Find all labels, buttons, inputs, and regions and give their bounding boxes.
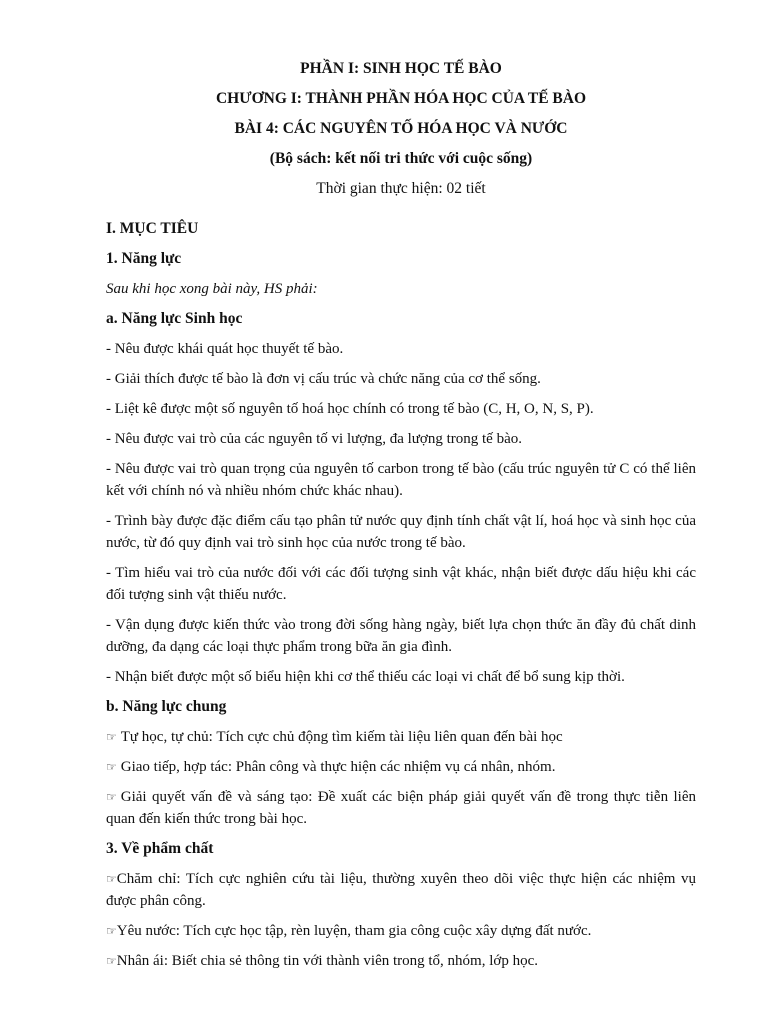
chapter-title: CHƯƠNG I: THÀNH PHẦN HÓA HỌC CỦA TẾ BÀO — [215, 90, 587, 107]
objective-item: - Nêu được vai trò quan trọng của nguyên tố carbon trong tế bào (cấu trúc nguyên tử C có thể liên kết với chính nó và nhiều nhóm chức khác nhau). — [106, 461, 696, 499]
general-competence-item — [106, 722, 696, 752]
pointing-hand-icon: ☞ — [106, 730, 117, 744]
quality-item — [106, 916, 696, 946]
subheading-biology-competence: a. Năng lực Sinh học — [106, 310, 243, 327]
quality-text: Yêu nước: Tích cực học tập, rèn luyện, tham gia công cuộc xây dựng đất nước. — [116, 923, 592, 939]
quality-text: Nhân ái: Biết chia sẻ thông tin với thành viên trong tổ, nhóm, lớp học. — [116, 953, 538, 969]
duration-text: Thời gian thực hiện: 02 tiết — [316, 180, 486, 197]
objective-item: - Vận dụng được kiến thức vào trong đời sống hàng ngày, biết lựa chọn thức ăn đầy đủ chất dinh dưỡng, đa dạng các loại thực phẩm trong bữa ăn gia đình. — [106, 617, 696, 655]
objective-item: - Giải thích được tế bào là đơn vị cấu trúc và chức năng của cơ thể sống. — [106, 371, 541, 387]
quality-text: Chăm chỉ: Tích cực nghiên cứu tài liệu, thường xuyên theo dõi việc thực hiện các nhiệm vụ được phân công. — [106, 871, 696, 909]
objective-item: - Nêu được vai trò của các nguyên tố vi lượng, đa lượng trong tế bào. — [106, 431, 522, 447]
part-title: PHẦN I: SINH HỌC TẾ BÀO — [300, 60, 502, 77]
intro-text: Sau khi học xong bài này, HS phải: — [106, 281, 318, 297]
objective-item: - Trình bày được đặc điểm cấu tạo phân tử nước quy định tính chất vật lí, hoá học và sinh học của nước, từ đó quy định vai trò sinh học của nước trong tế bào. — [106, 513, 696, 551]
objective-item: - Nêu được khái quát học thuyết tế bào. — [106, 341, 344, 357]
pointing-hand-icon: ☞ — [106, 924, 117, 938]
lesson-title: BÀI 4: CÁC NGUYÊN TỐ HÓA HỌC VÀ NƯỚC — [234, 120, 568, 137]
subheading-general-competence: b. Năng lực chung — [106, 698, 227, 715]
pointing-hand-icon: ☞ — [106, 790, 117, 804]
objective-item: - Liệt kê được một số nguyên tố hoá học chính có trong tế bào (C, H, O, N, S, P). — [106, 401, 594, 417]
general-competence-text: Tự học, tự chủ: Tích cực chủ động tìm kiếm tài liệu liên quan đến bài học — [120, 729, 563, 745]
objective-item: - Nhận biết được một số biểu hiện khi cơ thể thiếu các loại vi chất để bổ sung kịp thời. — [106, 669, 625, 685]
quality-item — [106, 864, 696, 916]
pointing-hand-icon: ☞ — [106, 760, 117, 774]
general-competence-text: Giải quyết vấn đề và sáng tạo: Đề xuất các biện pháp giải quyết vấn đề trong thực tiễn liên quan đến kiến thức trong bài học. — [106, 789, 696, 827]
book-subtitle: (Bộ sách: kết nối tri thức với cuộc sống) — [269, 150, 533, 167]
objective-item: - Tìm hiểu vai trò của nước đối với các đối tượng sinh vật khác, nhận biết được dấu hiệu khi các đối tượng sinh vật thiếu nước. — [106, 565, 696, 603]
quality-item — [106, 946, 696, 976]
general-competence-item — [106, 752, 696, 782]
general-competence-text: Giao tiếp, hợp tác: Phân công và thực hiện các nhiệm vụ cá nhân, nhóm. — [120, 759, 556, 775]
pointing-hand-icon: ☞ — [106, 872, 117, 886]
subheading-qualities: 3. Về phẩm chất — [106, 840, 214, 857]
pointing-hand-icon: ☞ — [106, 954, 117, 968]
subheading-competence: 1. Năng lực — [106, 250, 182, 267]
general-competence-item — [106, 782, 696, 834]
section-heading-objectives: I. MỤC TIÊU — [106, 220, 199, 237]
